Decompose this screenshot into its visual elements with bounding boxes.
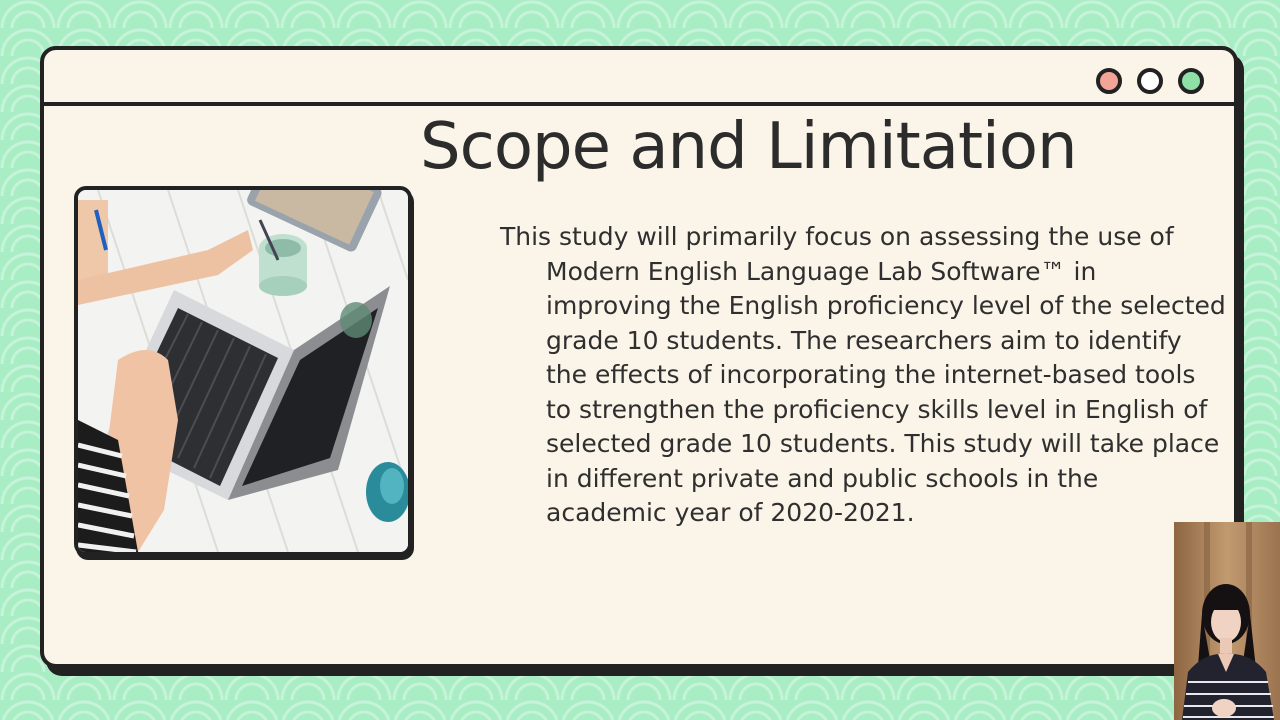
white-dot-icon (1137, 68, 1163, 94)
slide-body-text: This study will primarily focus on assessing the use of Modern English Language Lab Software™ in improving the English proficiency level of the selected grade 10 students. The researchers aim to identify the effects of incorporating the internet-based tools to strengthen the proficiency skills level in English of selected grade 10 students. This study will take place in different private and public schools in the academic year of 2020-2021. (500, 222, 1226, 527)
slide-window (40, 46, 1238, 668)
slide-title: Scope and Limitation (420, 110, 1077, 184)
window-title-bar (44, 50, 1234, 106)
presenter-webcam-overlay (1174, 522, 1280, 720)
green-dot-icon (1178, 68, 1204, 94)
laptop-workspace-photo (74, 186, 412, 556)
red-dot-icon (1096, 68, 1122, 94)
